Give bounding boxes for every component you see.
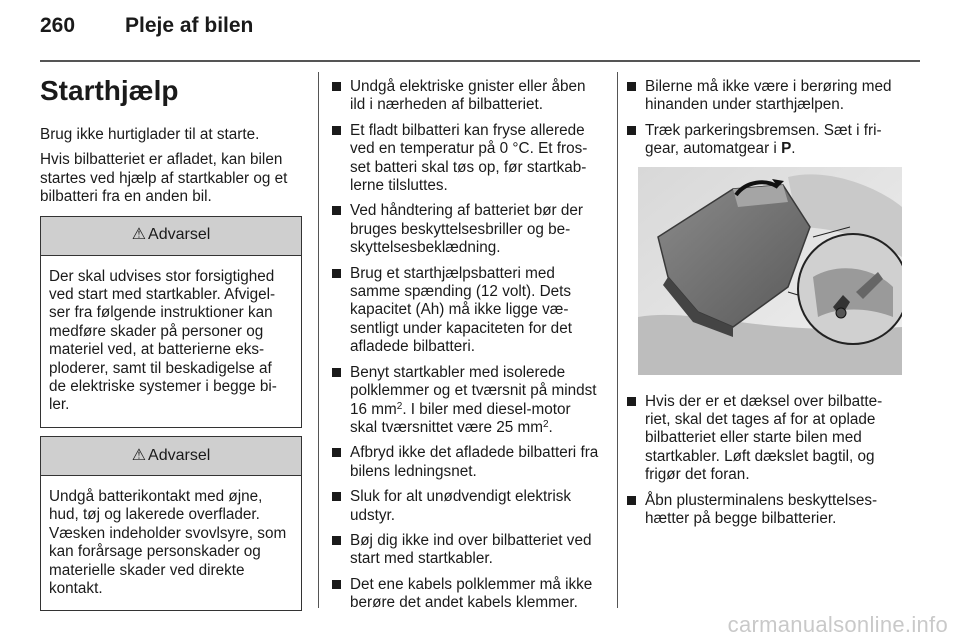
warning-text: Undgå batterikontakt med øjne, hud, tøj og lakerede overflader. Væsken indeholder svovlsyre, som kan forårsage personskader og materielle skader ved direkte kontakt. [49,487,287,597]
bullet-list [625,393,905,529]
column-middle [330,78,602,620]
list-item: Åbn plusterminalens beskyttelses-hætter på begge bilbatterier. [625,492,905,529]
list-item: Ved håndtering af batteriet bør der bruges beskyttelsesbriller og be-skyttelsesbeklædning. [330,202,602,257]
bullet-square-icon [332,368,341,377]
bullet-square-icon [627,82,636,91]
header-divider [40,60,920,62]
bullet-square-icon [332,536,341,545]
list-item-cable-spec: Benyt startkabler med isolerede polklemmer og et tværsnit på mindst 16 $mm^2$. I biler med diesel-motor skal tværsnittet være 25 $mm^2$. [330,364,602,438]
page-number: 260 [40,14,76,37]
warning-triangle-icon: ⚠ [131,226,147,244]
page-title: Pleje af bilen [125,14,254,37]
bullet-square-icon [332,580,341,589]
bullet-square-icon [332,206,341,215]
list-item: Hvis der er et dæksel over bilbatte-riet, skal det tages af for at oplade bilbatteriet eller starte bilen med startkabler. Løft dækslet bagtil, og frigør det foran. [625,393,905,485]
watermark: carmanualsonline.info [727,612,948,637]
intro-paragraph-1: Brug ikke hurtiglader til at starte. [40,126,260,143]
list-item: Bilerne må ikke være i berøring med hinanden under starthjælpen. [625,78,905,115]
intro-paragraph-2: Hvis bilbatteriet er afladet, kan bilen startes ved hjælp af startkabler og et bilbatteri fra en anden bil. [40,151,288,206]
bullet-square-icon [332,126,341,135]
bullet-square-icon [332,82,341,91]
warning-box-2 [40,436,302,611]
bullet-square-icon [627,496,636,505]
list-item: Brug et starthjælpsbatteri med samme spænding (12 volt). Dets kapacitet (Ah) må ikke ligge væ-sentligt under kapaciteten for det afladede bilbatteri. [330,265,602,357]
bullet-square-icon [627,126,636,135]
battery-cover-illustration [638,167,902,375]
bullet-square-icon [627,397,636,406]
warning-header [41,217,301,256]
warning-header [41,437,301,476]
list-item: Afbryd ikke det afladede bilbatteri fra bilens ledningsnet. [330,444,602,481]
column-divider [617,72,618,608]
warning-box-1 [40,216,302,428]
list-item: Det ene kabels polklemmer må ikke berøre det andet kabels klemmer. [330,576,602,613]
list-item: Undgå elektriske gnister eller åben ild i nærheden af bilbatteriet. [330,78,602,115]
column-right [625,78,905,535]
list-item: Et fladt bilbatteri kan fryse allerede ved en temperatur på 0 °C. Et fros-set batteri skal tøs op, før startkab-lerne tilsluttes. [330,122,602,196]
page-header [40,14,920,50]
bullet-square-icon [332,269,341,278]
section-title: Starthjælp [40,75,179,106]
warning-heading: Advarsel [148,446,211,464]
column-divider [318,72,319,608]
battery-cover-photo [638,167,902,375]
column-left [40,70,302,619]
list-item: Bøj dig ikke ind over bilbatteriet ved start med startkabler. [330,532,602,569]
warning-heading: Advarsel [148,226,211,244]
warning-triangle-icon: ⚠ [131,446,147,464]
warning-text: Der skal udvises stor forsigtighed ved start med startkabler. Afvigel-ser fra følgende instruktioner kan medføre skader på personer og materiel ved, at batterierne eks-ploderer, samt til beskadigelse af de elektriske systemer i begge bi-ler. [49,267,277,414]
bullet-square-icon [332,448,341,457]
bullet-list [330,78,602,613]
list-item-parking-brake: Træk parkeringsbremsen. Sæt i fri-gear, automatgear i P. [625,122,905,159]
bullet-square-icon [332,492,341,501]
bullet-list [625,78,905,159]
list-item: Sluk for alt unødvendigt elektrisk udstyr. [330,488,602,525]
